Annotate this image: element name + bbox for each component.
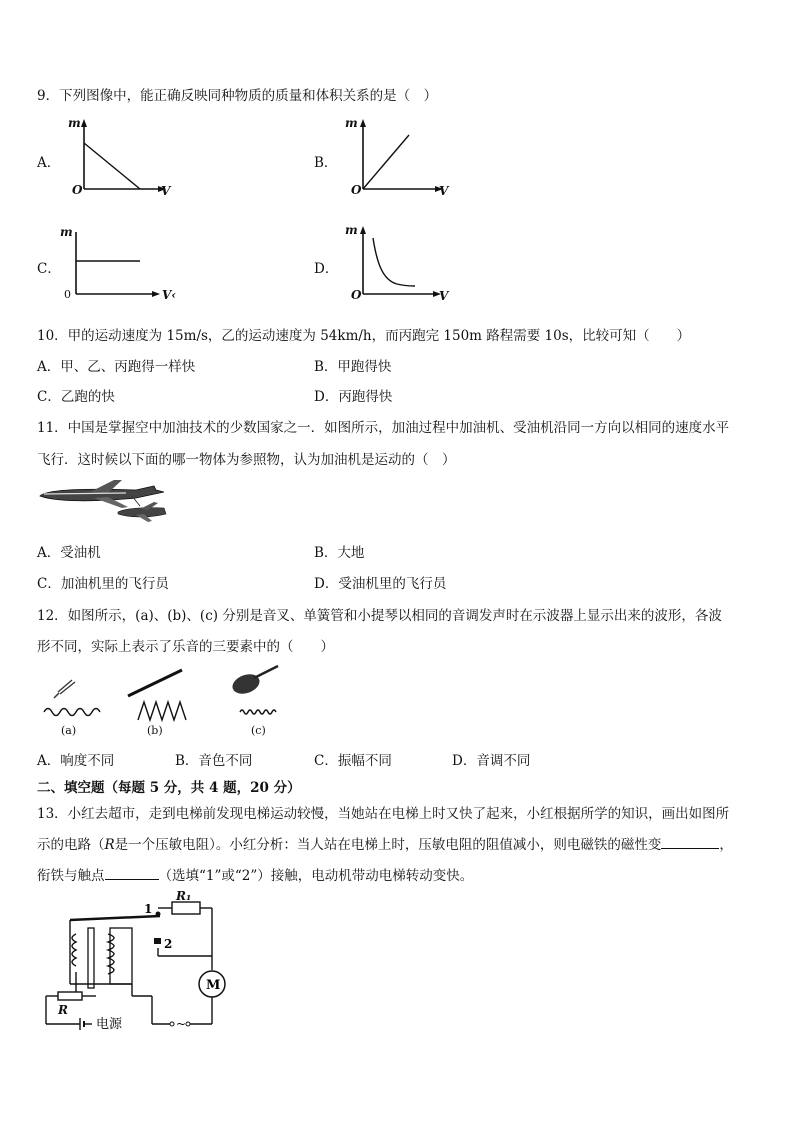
- q10-stem: 10．甲的运动速度为 15m/s，乙的运动速度为 54km/h，而丙跑完 150m 路程需要 10s，比较可知（ ）: [37, 328, 691, 344]
- q13-line3: [37, 864, 473, 884]
- q11-option-a: A．受油机: [37, 545, 101, 561]
- m-label: m: [60, 225, 73, 239]
- zero-label: 0: [64, 288, 71, 301]
- blank-2[interactable]: [105, 867, 159, 880]
- q10-option-b: B．甲跑得快: [314, 359, 392, 375]
- q13-line3-end: （选填“1”或“2”）接触，电动机带动电梯转动变快。: [158, 868, 474, 884]
- q11-option-d: D．受油机里的飞行员: [314, 576, 447, 592]
- q13-line1: 13．小红去超市，走到电梯前发现电梯运动较慢，当她站在电梯上时又快了起来，小红根据所学的知识，画出如图所: [37, 806, 730, 822]
- origin-label: O: [72, 183, 83, 197]
- v-label: V: [439, 289, 449, 303]
- q11-stem-line2: 飞行．这时候以下面的哪一物体为参照物，认为加油机是运动的（ ）: [37, 452, 456, 468]
- q13-line3-start: 衔铁与触点: [37, 868, 105, 884]
- refueling-planes-figure: [36, 478, 166, 526]
- tuning-fork-figure: [42, 672, 102, 722]
- motor-label: M: [206, 978, 221, 993]
- m-label: m: [345, 116, 358, 130]
- m-label: m: [345, 223, 358, 237]
- q9-option-c-label: C．: [37, 261, 61, 277]
- q13-line2: 示的电路（R是一个压敏电阻）。小红分析：当人站在电梯上时，压敏电阻的阻值减小，则电磁铁的磁性变 ，: [37, 837, 733, 853]
- q9-graph-c: [60, 224, 180, 304]
- q13-r-symbol: R: [104, 837, 115, 853]
- origin-label: O: [351, 183, 362, 197]
- elevator-circuit-diagram: [40, 889, 240, 1032]
- q11-option-b: B．大地: [314, 545, 365, 561]
- contact-1-label: 1: [144, 902, 153, 916]
- q12-option-b: B．音色不同: [175, 753, 253, 769]
- q12-option-a: A．响度不同: [37, 753, 115, 769]
- q9-graph-d: [343, 224, 453, 304]
- q9-option-b-label: B．: [314, 155, 338, 171]
- q12-option-c: C．振幅不同: [314, 753, 392, 769]
- v-label: V: [161, 184, 171, 198]
- resistor-r-label: R: [58, 1003, 68, 1017]
- section-heading: 二、填空题（每题 5 分，共 4 题，20 分）: [37, 780, 301, 796]
- v-label: V: [439, 184, 449, 198]
- q12-stem-line2: 形不同，实际上表示了乐音的三要素中的（ ）: [37, 639, 334, 655]
- q11-stem-line1: 11．中国是掌握空中加油技术的少数国家之一．如图所示，加油过程中加油机、受油机沿同一方向以相同的速度水平: [37, 420, 730, 436]
- q12-stem-line1: 12．如图所示，(a)、(b)、(c) 分别是音叉、单簧管和小提琴以相同的音调发声时在示波器上显示出来的波形，各波: [37, 608, 722, 624]
- q9-option-a-label: A．: [37, 155, 61, 171]
- q13-line2-end: 是一个压敏电阻）。小红分析：当人站在电梯上时，压敏电阻的阻值减小，则电磁铁的磁性变: [114, 837, 662, 853]
- m-label: m: [68, 116, 81, 130]
- q9-graph-a: [66, 117, 176, 197]
- origin-label: O: [351, 288, 362, 302]
- resistor-r1-label: R₁: [176, 889, 192, 903]
- q9-option-d-label: D．: [314, 261, 339, 277]
- blank-1[interactable]: [661, 836, 719, 849]
- caption-c: (c): [251, 724, 266, 737]
- ac-symbol: ~: [176, 1017, 187, 1031]
- power-label: 电源: [96, 1017, 123, 1032]
- q9-graph-b: [343, 117, 453, 197]
- v-label: V‹: [162, 288, 177, 302]
- q11-option-c: C．加油机里的飞行员: [37, 576, 169, 592]
- q12-option-d: D．音调不同: [452, 753, 531, 769]
- q10-option-d: D．丙跑得快: [314, 389, 393, 405]
- q10-option-a: A．甲、乙、丙跑得一样快: [37, 359, 196, 375]
- contact-2-label: 2: [164, 937, 173, 951]
- clarinet-figure: [124, 666, 196, 724]
- q13-line2-start: 示的电路（: [37, 837, 105, 853]
- violin-figure: [224, 662, 286, 724]
- q9-stem: 9．下列图像中，能正确反映同种物质的质量和体积关系的是（ ）: [37, 88, 438, 104]
- caption-a: (a): [61, 724, 77, 737]
- q10-option-c: C．乙跑的快: [37, 389, 115, 405]
- caption-b: (b): [147, 724, 163, 737]
